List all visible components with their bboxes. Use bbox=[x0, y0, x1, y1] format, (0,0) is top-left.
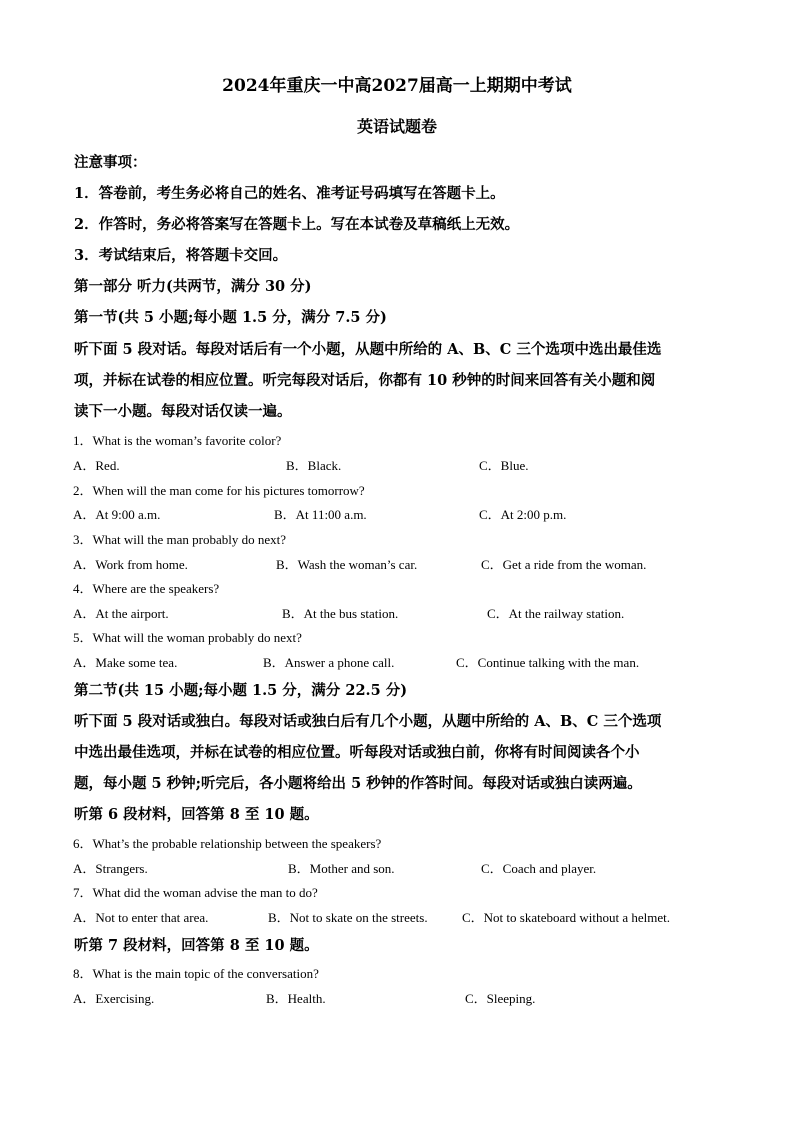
option-b: B．At 11:00 a.m. bbox=[274, 507, 367, 522]
section2-instructions-line: 中选出最佳选项，并标在试卷的相应位置。听每段对话或独白前，你将有时间阅读各个小 bbox=[74, 744, 640, 761]
part1-title: 第一部分 听力(共两节，满分 30 分) bbox=[74, 278, 312, 295]
option-a: A．Red. bbox=[73, 458, 120, 473]
option-b: B．Mother and son. bbox=[288, 861, 395, 876]
option-c: C．At 2:00 p.m. bbox=[479, 507, 567, 522]
material-6-heading: 听第 6 段材料，回答第 8 至 10 题。 bbox=[74, 806, 319, 823]
section1-title: 第一节(共 5 小题;每小题 1.5 分，满分 7.5 分) bbox=[74, 309, 387, 326]
question-6: 6．What’s the probable relationship between the speakers? bbox=[73, 836, 382, 851]
question-4: 4．Where are the speakers? bbox=[73, 581, 220, 596]
question-3: 3．What will the man probably do next? bbox=[73, 532, 287, 547]
option-a: A．Strangers. bbox=[73, 861, 148, 876]
option-a: A．Make some tea. bbox=[73, 655, 178, 670]
section1-instructions-line: 听下面 5 段对话。每段对话后有一个小题，从题中所给的 A、B、C 三个选项中选出最佳选 bbox=[74, 341, 662, 358]
option-c: C．Blue. bbox=[479, 458, 529, 473]
option-b: B．Answer a phone call. bbox=[263, 655, 395, 670]
option-a: A．Exercising. bbox=[73, 991, 155, 1006]
question-2: 2．When will the man come for his pictures tomorrow? bbox=[73, 483, 365, 498]
section2-instructions-line: 题，每小题 5 秒钟;听完后，各小题将给出 5 秒钟的作答时间。每段对话或独白读两遍。 bbox=[74, 775, 642, 792]
option-b: B．Not to skate on the streets. bbox=[268, 910, 428, 925]
question-1: 1．What is the woman’s favorite color? bbox=[73, 433, 282, 448]
notes-heading: 注意事项： bbox=[74, 154, 147, 171]
option-a: A．Work from home. bbox=[73, 557, 188, 572]
exam-subtitle: 英语试题卷 bbox=[356, 117, 437, 136]
option-b: B．Wash the woman’s car. bbox=[276, 557, 418, 572]
note-item: 3．考试结束后，将答题卡交回。 bbox=[74, 247, 288, 264]
note-item: 2．作答时，务必将答案写在答题卡上。写在本试卷及草稿纸上无效。 bbox=[74, 216, 520, 233]
question-7: 7．What did the woman advise the man to do? bbox=[73, 885, 318, 900]
exam-title: 2024年重庆一中高2027届高一上期期中考试 bbox=[222, 76, 572, 96]
option-b: B．At the bus station. bbox=[282, 606, 399, 621]
material-7-heading: 听第 7 段材料，回答第 8 至 10 题。 bbox=[74, 937, 319, 954]
section2-title: 第二节(共 15 小题;每小题 1.5 分，满分 22.5 分) bbox=[74, 682, 408, 699]
option-a: A．Not to enter that area. bbox=[73, 910, 209, 925]
option-c: C．Coach and player. bbox=[481, 861, 597, 876]
section1-instructions-line: 项，并标在试卷的相应位置。听完每段对话后，你都有 10 秒钟的时间来回答有关小题和阅 bbox=[74, 372, 656, 389]
option-c: C．Continue talking with the man. bbox=[456, 655, 640, 670]
option-a: A．At 9:00 a.m. bbox=[73, 507, 161, 522]
option-c: C．At the railway station. bbox=[487, 606, 625, 621]
option-a: A．At the airport. bbox=[73, 606, 169, 621]
question-8: 8．What is the main topic of the conversation? bbox=[73, 966, 319, 981]
question-5: 5．What will the woman probably do next? bbox=[73, 630, 302, 645]
section2-instructions-line: 听下面 5 段对话或独白。每段对话或独白后有几个小题，从题中所给的 A、B、C 三个选项 bbox=[74, 713, 662, 730]
option-c: C．Not to skateboard without a helmet. bbox=[462, 910, 670, 925]
option-b: B．Black. bbox=[286, 458, 342, 473]
option-b: B．Health. bbox=[266, 991, 326, 1006]
option-c: C．Sleeping. bbox=[465, 991, 536, 1006]
note-item: 1．答卷前，考生务必将自己的姓名、准考证号码填写在答题卡上。 bbox=[74, 185, 505, 202]
option-c: C．Get a ride from the woman. bbox=[481, 557, 647, 572]
section1-instructions-line: 读下一小题。每段对话仅读一遍。 bbox=[74, 403, 292, 420]
